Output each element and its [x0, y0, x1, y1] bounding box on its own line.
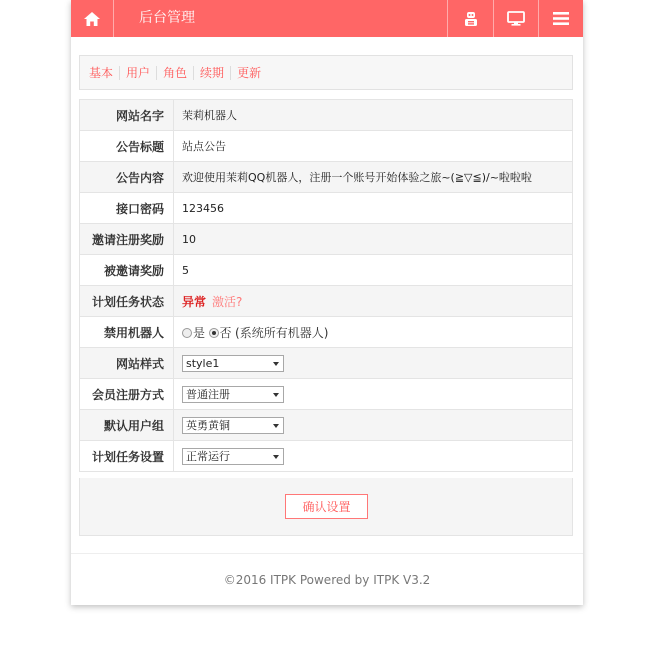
invited-reward-label: 被邀请奖励	[80, 255, 174, 286]
invited-reward-value: 5	[174, 255, 573, 286]
disable-robot-label: 禁用机器人	[80, 317, 174, 348]
monitor-button[interactable]	[493, 0, 538, 37]
tab-bar	[79, 55, 573, 90]
site-style-select[interactable]	[182, 355, 284, 372]
table-row	[80, 317, 573, 348]
confirm-button[interactable]: 确认设置	[285, 494, 368, 519]
site-name-label: 网站名字	[80, 100, 174, 131]
register-mode-select[interactable]	[182, 386, 284, 403]
default-group-cell	[174, 410, 573, 441]
tab-renewal[interactable]: 续期	[193, 66, 230, 80]
menu-icon	[553, 12, 569, 25]
disable-robot-no-radio[interactable]	[209, 328, 219, 338]
default-group-select[interactable]	[182, 417, 284, 434]
table-row	[80, 162, 573, 193]
robot-icon	[464, 11, 478, 27]
header-actions	[447, 0, 583, 37]
api-password-label: 接口密码	[80, 193, 174, 224]
table-row	[80, 131, 573, 162]
cron-setting-selected: 正常运行	[186, 449, 230, 463]
site-style-label: 网站样式	[80, 348, 174, 379]
tab-users[interactable]: 用户	[119, 66, 156, 80]
disable-robot-note: (系统所有机器人)	[235, 325, 329, 340]
home-button[interactable]	[71, 0, 113, 37]
cron-setting-select[interactable]	[182, 448, 284, 465]
robot-button[interactable]	[447, 0, 493, 37]
table-row	[80, 410, 573, 441]
invite-reward-value: 10	[174, 224, 573, 255]
monitor-icon	[507, 11, 525, 26]
table-row	[80, 348, 573, 379]
register-mode-cell	[174, 379, 573, 410]
menu-button[interactable]	[538, 0, 583, 37]
app-title: 后台管理	[139, 10, 195, 26]
tab-roles[interactable]: 角色	[156, 66, 193, 80]
table-row	[80, 255, 573, 286]
notice-content-label: 公告内容	[80, 162, 174, 193]
cron-status-value: 异常	[182, 294, 207, 309]
default-group-label: 默认用户组	[80, 410, 174, 441]
settings-table	[79, 99, 573, 472]
header-divider	[113, 0, 114, 37]
table-row	[80, 100, 573, 131]
chevron-down-icon	[273, 455, 279, 459]
cron-setting-cell	[174, 441, 573, 472]
table-row	[80, 441, 573, 472]
site-style-selected: style1	[186, 356, 220, 370]
invite-reward-label: 邀请注册奖励	[80, 224, 174, 255]
top-bar	[71, 0, 583, 37]
register-mode-label: 会员注册方式	[80, 379, 174, 410]
tab-update[interactable]: 更新	[230, 66, 267, 80]
site-style-cell	[174, 348, 573, 379]
table-row	[80, 286, 573, 317]
cron-status-label: 计划任务状态	[80, 286, 174, 317]
table-row	[80, 224, 573, 255]
disable-robot-yes-radio[interactable]	[182, 328, 192, 338]
chevron-down-icon	[273, 424, 279, 428]
activate-link[interactable]: 激活?	[212, 294, 243, 309]
chevron-down-icon	[273, 362, 279, 366]
disable-robot-no-label: 否	[219, 325, 232, 340]
notice-title-label: 公告标题	[80, 131, 174, 162]
form-actions	[79, 478, 573, 536]
home-icon	[84, 12, 100, 26]
admin-panel	[71, 0, 583, 605]
chevron-down-icon	[273, 393, 279, 397]
site-name-value: 茉莉机器人	[174, 100, 573, 131]
copyright-footer: ©2016 ITPK Powered by ITPK V3.2	[71, 553, 583, 606]
cron-setting-label: 计划任务设置	[80, 441, 174, 472]
api-password-value: 123456	[174, 193, 573, 224]
tab-basic[interactable]: 基本	[89, 65, 114, 80]
cron-status-cell	[174, 286, 573, 317]
notice-title-value: 站点公告	[174, 131, 573, 162]
register-mode-selected: 普通注册	[186, 387, 230, 401]
table-row	[80, 193, 573, 224]
notice-content-value: 欢迎使用茉莉QQ机器人，注册一个账号开始体验之旅~(≧▽≦)/~啦啦啦	[174, 162, 573, 193]
default-group-selected: 英勇黄铜	[186, 418, 230, 432]
table-row	[80, 379, 573, 410]
disable-robot-cell	[174, 317, 573, 348]
disable-robot-yes-label: 是	[193, 325, 206, 340]
